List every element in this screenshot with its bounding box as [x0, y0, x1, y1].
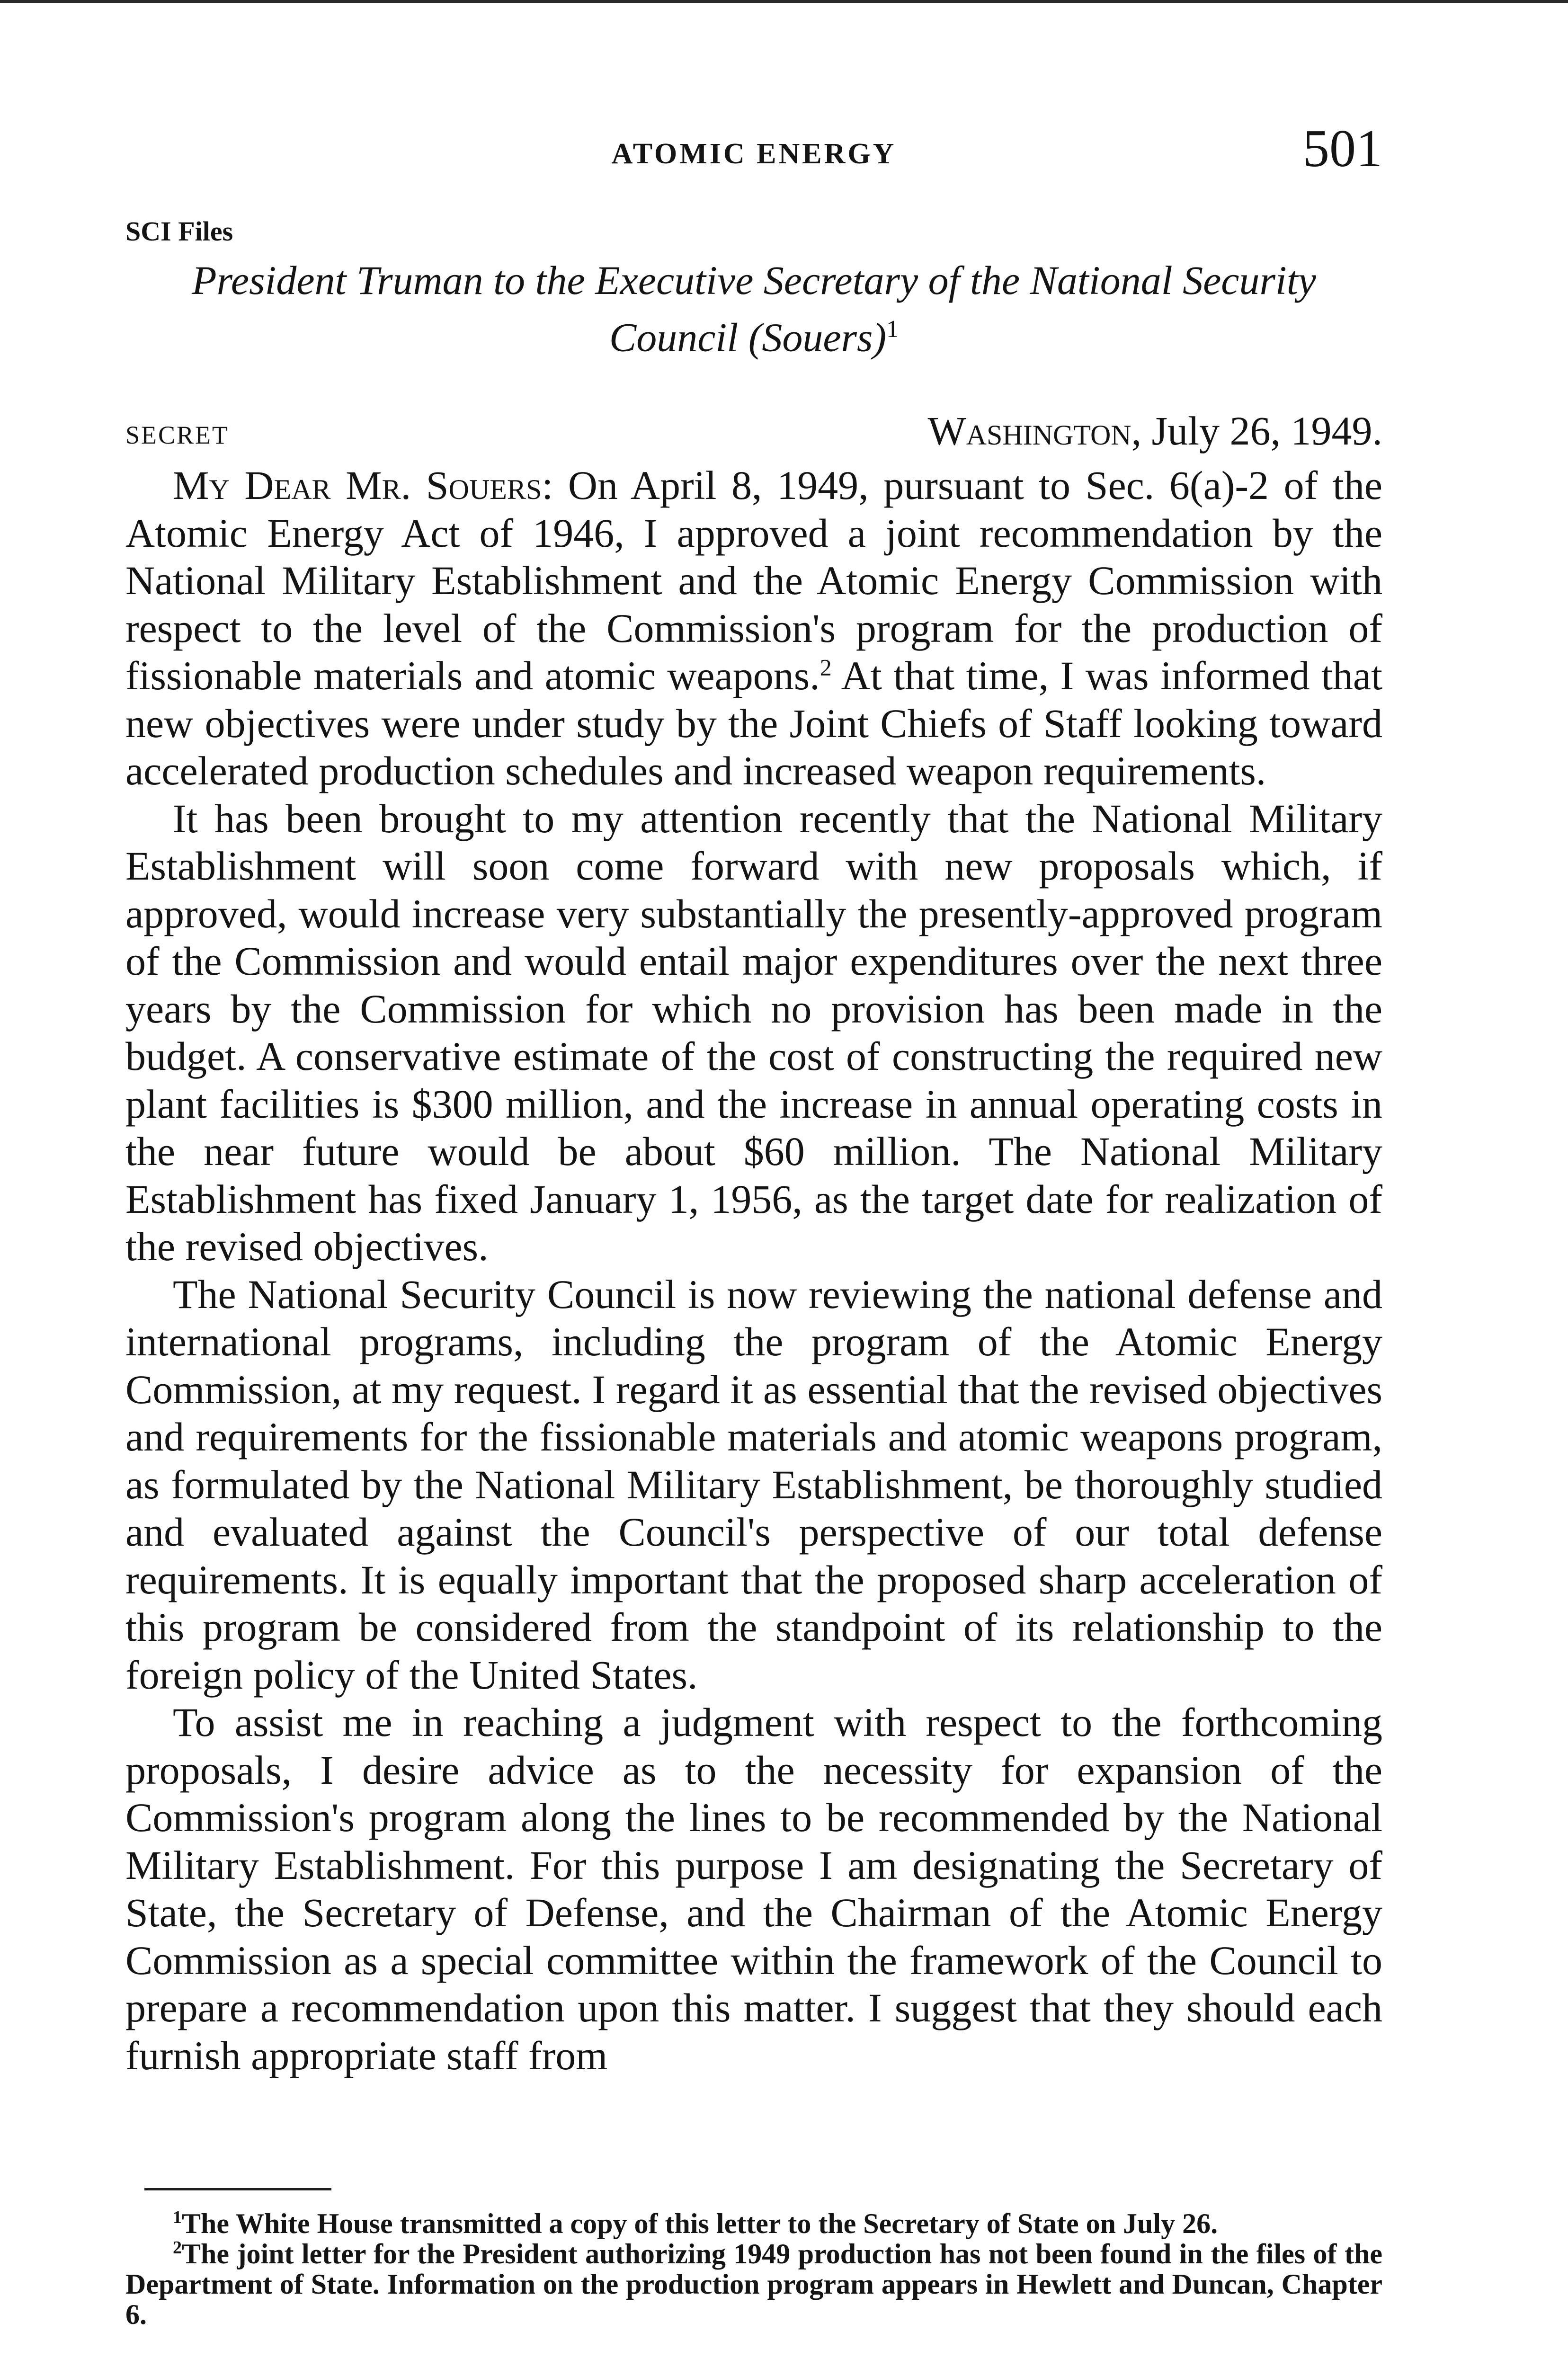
footnote-1-mark: 1 — [173, 2207, 182, 2227]
footnote-2-text: The joint letter for the President authorizing 1949 production has not been found in the files of the Department of State. Information on the production program appears in Hewlett and Duncan, Chapter 6. — [125, 2238, 1382, 2330]
document-title-line-2-text: Council (Souers) — [609, 314, 887, 360]
footnote-rule — [144, 2188, 331, 2190]
letter-body — [125, 462, 1382, 2079]
document-title — [125, 256, 1382, 362]
paragraph-3: The National Security Council is now reviewing the national defense and international programs, including the program of the Atomic Energy Commission, at my request. I regard it as essential that the revised objectives and requirements for the fissionable materials and atomic weapons program, as formulated by the National Military Establishment, be thoroughly studied and evaluated against the Council's perspective of our total defense requirements. It is equally important that the proposed sharp acceleration of this program be considered from the standpoint of its relationship to the foreign policy of the United States. — [125, 1271, 1382, 1698]
footnote-2 — [125, 2239, 1382, 2330]
running-head-title: ATOMIC ENERGY — [611, 138, 897, 170]
paragraph-1 — [125, 462, 1382, 795]
page-number: 501 — [1303, 119, 1382, 178]
footnote-2-mark: 2 — [173, 2238, 182, 2258]
paragraph-2: It has been brought to my attention recently that the National Military Establishment will soon come forward with new proposals which, if approved, would increase very substantially the presently-approved program of the Commission and would entail major expenditures over the next three years by the Commission for which no provision has been made in the budget. A conservative estimate of the cost of constructing the required new plant facilities is $300 million, and the increase in annual operating costs in the near future would be about $60 million. The National Military Establishment has fixed January 1, 1956, as the target date for realization of the revised objectives. — [125, 795, 1382, 1269]
source-note: SCI Files — [125, 216, 233, 247]
dateline-date: July 26, 1949. — [1151, 408, 1382, 454]
classification-line — [125, 407, 1382, 459]
footnote-ref-2: 2 — [820, 654, 832, 681]
page-top-edge — [0, 0, 1568, 3]
title-footnote-ref: 1 — [886, 316, 899, 343]
footnote-1 — [125, 2208, 1382, 2239]
document-title-line-1: President Truman to the Executive Secretary of the National Security — [192, 258, 1316, 303]
paragraph-4: To assist me in reaching a judgment with respect to the forthcoming proposals, I desire advice as to the necessity for expansion of the Commission's program along the lines to be recommended by the National Military Establishment. For this purpose I am designating the Secretary of State, the Secretary of Defense, and the Chairman of the Atomic Energy Commission as a special committee within the framework of the Council to prepare a recommendation upon this matter. I suggest that they should each furnish appropriate staff from — [125, 1700, 1382, 2078]
footnotes — [125, 2208, 1382, 2330]
footnote-1-text: The White House transmitted a copy of this letter to the Secretary of State on July 26. — [182, 2208, 1218, 2239]
dateline — [928, 407, 1382, 454]
classification-marking: SECRET — [125, 421, 230, 449]
paragraph-1-text: On April 8, 1949, pursuant to Sec. 6(a)-2 of the Atomic Energy Act of 1946, I approved a joint recommendation by the National Military Establishment and the Atomic Energy Commission with respect to the level of the Commission's program for the production of fissionable materials and atomic weapons. — [125, 463, 1382, 698]
salutation: My Dear Mr. Souers: — [173, 463, 553, 508]
dateline-place: Washington, — [927, 408, 1142, 454]
paragraph-1-text-continued: At that time, I was informed that new objectives were under study by the Joint Chiefs of Staff looking toward accelerated production schedules and increased weapon requirements. — [125, 653, 1382, 793]
document-title-line-2 — [125, 305, 1382, 362]
running-head — [125, 118, 1382, 178]
